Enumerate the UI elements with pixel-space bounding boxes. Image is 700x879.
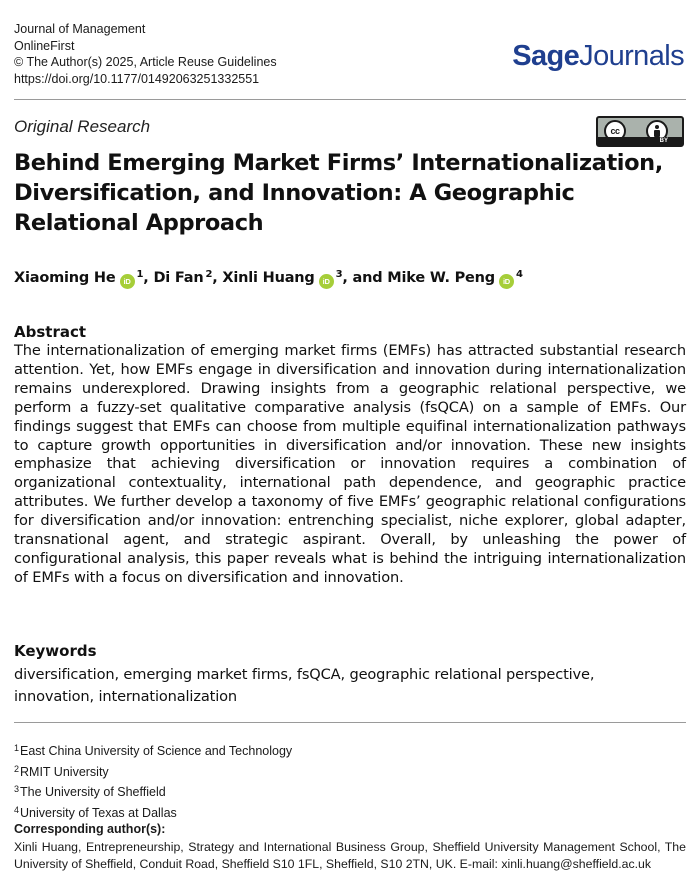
author-affiliation-number: 3 [335, 269, 343, 280]
doi-link[interactable]: https://doi.org/10.1177/01492063251332551 [14, 71, 260, 86]
copyright-line[interactable]: © The Author(s) 2025, Article Reuse Guidelines [14, 55, 277, 69]
affiliation-number: 1 [14, 743, 20, 753]
author-name[interactable]: Mike W. Peng [387, 270, 495, 286]
author-separator: , and [342, 270, 388, 286]
author-list [14, 269, 523, 289]
author-name[interactable]: Di Fan [153, 270, 204, 286]
author-separator: , [212, 270, 223, 286]
sage-journals-logo[interactable] [512, 40, 684, 73]
author-name[interactable]: Xinli Huang [222, 270, 315, 286]
by-label: BY [659, 138, 668, 144]
affiliation-name: RMIT University [20, 764, 109, 779]
affiliation-item [14, 781, 292, 802]
affiliation-name: East China University of Science and Technology [20, 744, 293, 758]
journal-name: Journal of Management [14, 22, 146, 36]
section-divider [14, 722, 686, 723]
abstract-text: The internationalization of emerging market firms (EMFs) has attracted substantial research attention. Yet, how EMFs engage in diversification and innovation during internationalization remains underexplored. Drawing insights from a geographic relational perspective, we perform a fuzzy-set qualitative comparative analysis (fsQCA) on a sample of EMFs. Our findings suggest that EMFs can choose from multiple equifinal internationalization pathways to capture growth opportunities in diversification and/or innovation. These new insights emphasize that achieving diversification or innovation requires a combination of organizational contextuality, international path dependence, and geographic practice attributes. We further develop a taxonomy of five EMFs’ geographic relational configurations for diversification and/or innovation: entrenching specialist, niche explorer, global adapter, transnational agent, and strategic aspirant. Overall, by unleashing the power of configurational analysis, this paper reveals what is behind the intriguing internationalization of EMFs with a focus on diversification and innovation. [14, 342, 686, 586]
brand-part-1: Sage [512, 40, 580, 72]
abstract-heading: Abstract [14, 323, 87, 341]
author-affiliation-number: 1 [136, 269, 144, 280]
license-band [598, 137, 682, 145]
orcid-icon[interactable]: iD [120, 274, 135, 289]
orcid-icon[interactable]: iD [319, 274, 334, 289]
article-title: Behind Emerging Market Firms’ Internationalization, Diversification, and Innovation: A Geographic Relational Approach [14, 150, 663, 236]
journal-status: OnlineFirst [14, 38, 75, 53]
author-separator: , [143, 270, 154, 286]
author-name[interactable]: Xiaoming He [14, 270, 116, 286]
corresponding-author-heading: Corresponding author(s): [14, 822, 166, 836]
article-type: Original Research [14, 117, 151, 136]
affiliation-number: 4 [14, 804, 20, 815]
author-affiliation-number: 4 [515, 269, 523, 280]
keywords-heading: Keywords [14, 642, 97, 660]
affiliations-list [14, 740, 292, 822]
affiliation-name: The University of Sheffield [20, 785, 166, 799]
affiliation-number: 3 [14, 784, 20, 794]
affiliation-name: University of Texas at Dallas [20, 805, 177, 820]
affiliation-number: 2 [14, 763, 20, 774]
affiliation-item [14, 802, 292, 823]
corresponding-author-text: Xinli Huang, Entrepreneurship, Strategy and International Business Group, Sheffield University Management School, The University of Sheffield, Conduit Road, Sheffield S10 1FL, Sheffield, S10 2TN, UK. E-mail: xinli.huang@sheffield.ac.uk [14, 840, 686, 871]
orcid-icon[interactable]: iD [499, 274, 514, 289]
keywords-text: diversification, emerging market firms, fsQCA, geographic relational perspective, innovation, internationalization [14, 666, 595, 705]
affiliation-item [14, 761, 292, 782]
header-divider [14, 99, 686, 100]
affiliation-item [14, 740, 292, 761]
brand-part-2: Journals [579, 40, 684, 72]
cc-label: cc [610, 126, 620, 136]
author-affiliation-number: 2 [205, 269, 213, 280]
cc-by-license-badge[interactable] [596, 116, 684, 147]
journal-info [14, 21, 277, 87]
